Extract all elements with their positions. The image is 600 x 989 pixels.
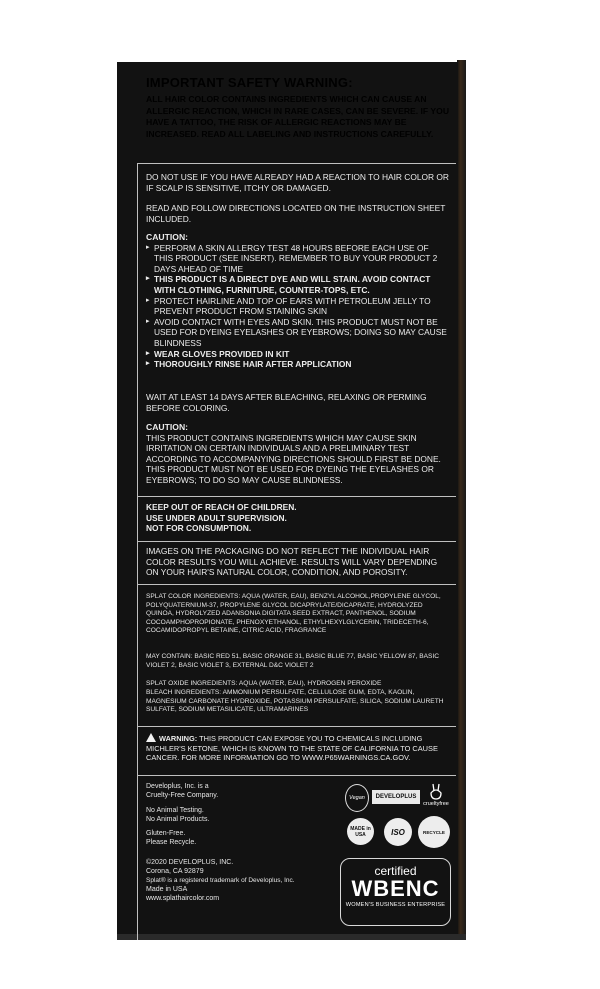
caution-item: ▸ PERFORM A SKIN ALLERGY TEST 48 HOURS BEFORE EACH USE OF THIS PRODUCT (SEE INSERT). REMEMBER TO BUY YOUR PRODUCT 2 DAYS AHEAD OF TIME bbox=[146, 243, 449, 275]
cruelty-free-icon bbox=[421, 780, 451, 810]
may-contain: MAY CONTAIN: BASIC RED 51, BASIC ORANGE 31, BASIC BLUE 77, BASIC YELLOW 87, BASIC VIOLET 2, BASIC VIOLET 3, EXTERNAL D&C VIOLET 2 bbox=[146, 653, 440, 669]
recycle-icon bbox=[418, 816, 450, 848]
wbenc-name: WBENC bbox=[351, 876, 440, 901]
safety-warning-body: ALL HAIR COLOR CONTAINS INGREDIENTS WHICH CAN CAUSE AN ALLERGIC REACTION, WHICH IN RARE CASES, CAN BE SEVERE. IF YOU HAVE A TATTOO, THE RISK OF ALLERGIC REACTIONS MAY BE INCREASED. READ ALL LABELING AND INSTRUCTIONS CAREFULLY. bbox=[146, 94, 450, 139]
made-in-usa-label: MADE in USA bbox=[350, 825, 371, 838]
caution-list bbox=[146, 243, 449, 370]
divider bbox=[137, 726, 456, 727]
made-in-line: Made in USA bbox=[146, 886, 188, 893]
vegan-icon bbox=[345, 784, 369, 812]
caution-item: ▸ PROTECT HAIRLINE AND TOP OF EARS WITH PETROLEUM JELLY TO PREVENT PRODUCT FROM STAINING SKIN bbox=[146, 296, 449, 317]
company-statement bbox=[146, 782, 296, 800]
copyright-line: ©2020 DEVELOPLUS, INC. bbox=[146, 859, 234, 866]
prop65-body: THIS PRODUCT CAN EXPOSE YOU TO CHEMICALS INCLUDING MICHLER'S KETONE, WHICH IS KNOWN TO THE STATE OF CALIFORNIA TO CAUSE CANCER. FOR MORE INFORMATION GO TO WWW.P65WARNINGS.CA.GOV. bbox=[146, 734, 438, 763]
caution-body: THIS PRODUCT CONTAINS INGREDIENTS WHICH MAY CAUSE SKIN IRRITATION ON CERTAIN INDIVIDUALS AND A PRELIMINARY TEST ACCORDING TO ACCOMPANYING DIRECTIONS SHOULD FIRST BE DONE. THIS PRODUCT MUST NOT BE USED FOR DYEING THE EYELASHES OR EYEBROWS; TO DO SO MAY CAUSE BLINDNESS. bbox=[146, 432, 441, 485]
keep-out-line: KEEP OUT OF REACH OF CHILDREN. bbox=[146, 502, 297, 512]
caution-section-2 bbox=[146, 422, 449, 486]
iso-label: ISO bbox=[391, 827, 405, 837]
animal-statement bbox=[146, 806, 296, 824]
company-line: No Animal Products. bbox=[146, 816, 210, 823]
caution-item: ▸ THOROUGHLY RINSE HAIR AFTER APPLICATION bbox=[146, 359, 449, 370]
box-side-edge bbox=[457, 60, 466, 938]
prop65-warning bbox=[146, 733, 449, 763]
oxide-ingredients: SPLAT OXIDE INGREDIENTS: AQUA (WATER, EAU), HYDROGEN PEROXIDE bbox=[146, 680, 382, 687]
safety-warning bbox=[146, 75, 451, 140]
caution-heading: CAUTION: bbox=[146, 422, 189, 432]
rabbit-icon bbox=[428, 783, 444, 801]
caution-item: ▸ THIS PRODUCT IS A DIRECT DYE AND WILL STAIN. AVOID CONTACT WITH CLOTHING, FURNITURE, COUNTER-TOPS, ETC. bbox=[146, 274, 449, 295]
company-line: Please Recycle. bbox=[146, 839, 197, 846]
trademark-line: Splat® is a registered trademark of Developlus, Inc. bbox=[146, 877, 295, 884]
intro-paragraph-1: DO NOT USE IF YOU HAVE ALREADY HAD A REACTION TO HAIR COLOR OR IF SCALP IS SENSITIVE, ITCHY OR DAMAGED. bbox=[146, 172, 449, 193]
keep-out-line: USE UNDER ADULT SUPERVISION. bbox=[146, 512, 287, 523]
website-link[interactable]: www.splathaircolor.com bbox=[146, 895, 220, 902]
company-line: Gluten-Free. bbox=[146, 830, 186, 837]
keep-out-line: NOT FOR CONSUMPTION. bbox=[146, 523, 252, 534]
iso-icon bbox=[384, 818, 412, 846]
developlus-label: DEVELOPLUS bbox=[375, 794, 417, 800]
bleach-ingredients: BLEACH INGREDIENTS: AMMONIUM PERSULFATE, CELLULOSE GUM, EDTA, KAOLIN, MAGNESIUM CARBONATE HYDROXIDE, POTASSIUM PERSULFATE, SILICA, SODIUM LAURETH SULFATE, SODIUM METASILICATE, ULTRAMARINES bbox=[146, 689, 444, 714]
company-line: Cruelty-Free Company. bbox=[146, 792, 219, 799]
divider bbox=[137, 541, 456, 542]
vegan-label: Vegan bbox=[349, 795, 365, 801]
intro-paragraph-2: READ AND FOLLOW DIRECTIONS LOCATED ON THE INSTRUCTION SHEET INCLUDED. bbox=[146, 203, 446, 224]
warning-triangle-icon bbox=[146, 733, 156, 742]
made-in-usa-icon bbox=[347, 818, 374, 845]
splat-ingredients: SPLAT COLOR INGREDIENTS: AQUA (WATER, EAU), BENZYL ALCOHOL,PROPYLENE GLYCOL, POLYQUATERNIUM-37, PROPYLENE GLYCOL DICAPRYLATE/DICAPRATE, HYDROLYZED QUINOA, HYDROLYZED ADANSONIA DIGITATA SEED EXTRACT, PANTHENOL, SODIUM COCOAMPHOPROPIONATE, PHENOXYETHANOL, ETHYLHEXYLGLYCERIN, TRIDECETH-6, COCAMIDOPROPYL BETAINE, CITRIC ACID, FRAGRANCE bbox=[146, 593, 441, 635]
gluten-statement bbox=[146, 829, 296, 847]
keep-out-notice bbox=[146, 502, 449, 534]
wait-notice: WAIT AT LEAST 14 DAYS AFTER BLEACHING, RELAXING OR PERMING BEFORE COLORING. bbox=[146, 392, 427, 413]
address-line: Corona, CA 92879 bbox=[146, 868, 204, 875]
company-line: Developlus, Inc. is a bbox=[146, 783, 209, 790]
safety-warning-title: IMPORTANT SAFETY WARNING: bbox=[146, 75, 353, 90]
company-line: No Animal Testing. bbox=[146, 807, 204, 814]
cruelty-free-label: crueltyfree bbox=[423, 801, 449, 807]
wbenc-tagline: WOMEN'S BUSINESS ENTERPRISE bbox=[345, 902, 446, 908]
recycle-label: RECYCLE bbox=[423, 829, 445, 835]
developlus-logo bbox=[372, 790, 420, 804]
divider bbox=[137, 775, 456, 776]
copyright-block bbox=[146, 858, 331, 903]
caution-heading: CAUTION: bbox=[146, 232, 189, 242]
divider bbox=[137, 496, 456, 497]
caution-section-1 bbox=[146, 232, 449, 370]
prop65-label: WARNING: bbox=[159, 734, 198, 743]
divider bbox=[137, 584, 456, 585]
wbenc-certified: certified bbox=[374, 864, 417, 878]
wbenc-badge bbox=[340, 858, 451, 926]
caution-item: ▸ AVOID CONTACT WITH EYES AND SKIN. THIS PRODUCT MUST NOT BE USED FOR DYEING EYELASHES OR EYEBROWS; DOING SO MAY CAUSE BLINDNESS bbox=[146, 317, 449, 349]
caution-item: ▸ WEAR GLOVES PROVIDED IN KIT bbox=[146, 349, 449, 360]
images-disclaimer: IMAGES ON THE PACKAGING DO NOT REFLECT THE INDIVIDUAL HAIR COLOR RESULTS YOU WILL ACHIEVE. RESULTS WILL VARY DEPENDING ON YOUR HAIR'S NATURAL COLOR, CONDITION, AND POROSITY. bbox=[146, 546, 438, 578]
